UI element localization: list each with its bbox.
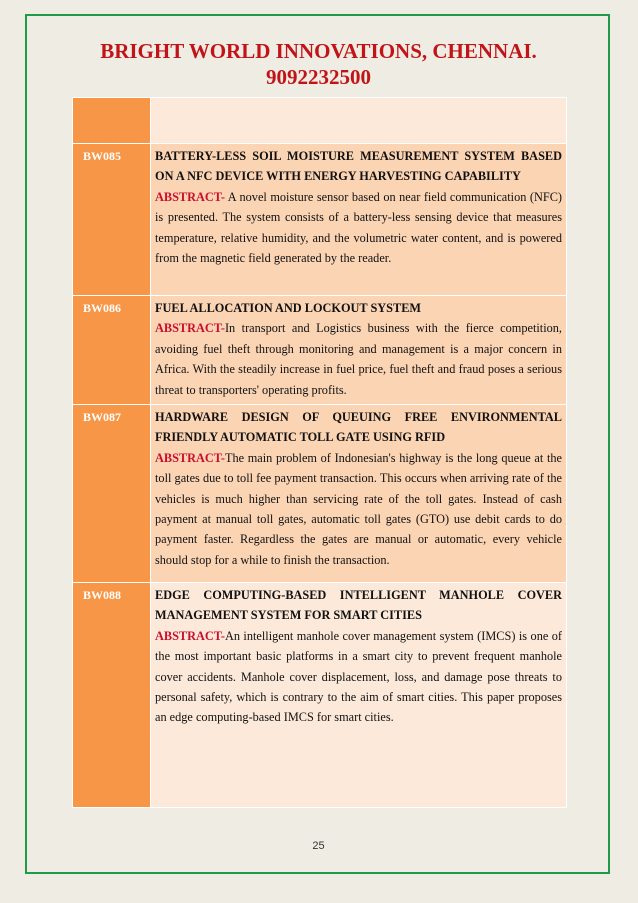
abstract-label: ABSTRACT- bbox=[155, 189, 225, 204]
table-row bbox=[73, 405, 567, 583]
project-code: BW088 bbox=[73, 583, 151, 808]
table-row bbox=[73, 296, 567, 405]
header-code-cell bbox=[73, 98, 151, 144]
table-row bbox=[73, 583, 567, 808]
project-title: EDGE COMPUTING-BASED INTELLIGENT MANHOLE COVER MANAGEMENT SYSTEM FOR SMART CITIES bbox=[155, 588, 562, 623]
project-description bbox=[151, 583, 567, 808]
abstract-text: In transport and Logistics business with the fierce competition, avoiding fuel theft through monitoring and management is a major concern in Africa. With the steadily increase in fuel price, fuel theft and fraud poses a serious threat to transporters' operating profits. bbox=[155, 321, 562, 397]
project-description bbox=[151, 405, 567, 583]
project-title: BATTERY-LESS SOIL MOISTURE MEASUREMENT SYSTEM BASED ON A NFC DEVICE WITH ENERGY HARVESTING CAPABILITY bbox=[155, 149, 562, 184]
company-name: BRIGHT WORLD INNOVATIONS, CHENNAI. bbox=[100, 39, 537, 63]
abstract-text: The main problem of Indonesian's highway is the long queue at the toll gates due to toll fee payment transaction. This occurs when arriving rate of the vehicles is much higher than servicing rate of the toll gates. Instead of cash payment at manual toll gates, automatic toll gates (GTO) use debit cards to do payment faster. Regardless the gates are manual or automatic, every vehicle should stop for a while to finish the transaction. bbox=[155, 450, 562, 567]
project-title: HARDWARE DESIGN OF QUEUING FREE ENVIRONMENTAL FRIENDLY AUTOMATIC TOLL GATE USING RFID bbox=[155, 410, 562, 445]
project-code: BW086 bbox=[73, 296, 151, 405]
project-description bbox=[151, 144, 567, 296]
project-description bbox=[151, 296, 567, 405]
project-title: FUEL ALLOCATION AND LOCKOUT SYSTEM bbox=[155, 301, 422, 315]
abstract-label: ABSTRACT- bbox=[155, 321, 225, 336]
page-number: 25 bbox=[312, 840, 325, 852]
table-header-row bbox=[73, 98, 567, 144]
header-desc-cell bbox=[151, 98, 567, 144]
project-code: BW087 bbox=[73, 405, 151, 583]
abstract-text: An intelligent manhole cover management system (IMCS) is one of the most important basic platforms in a smart city to prevent frequent manhole cover accidents. Manhole cover displacement, loss, and damage pose threats to personal safety, which is contrary to the aim of smart cities. This paper proposes an edge computing-based IMCS for smart cities. bbox=[155, 628, 562, 725]
project-table bbox=[72, 97, 567, 808]
table-row bbox=[73, 144, 567, 296]
abstract-label: ABSTRACT- bbox=[155, 450, 225, 465]
abstract-text: A novel moisture sensor based on near field communication (NFC) is presented. The system consists of a battery-less sensing device that measures temperature, relative humidity, and the volumetric water content, and is powered from the magnetic field generated by the reader. bbox=[155, 189, 562, 266]
document-header bbox=[27, 38, 610, 90]
company-phone: 9092232500 bbox=[266, 65, 371, 89]
abstract-label: ABSTRACT- bbox=[155, 628, 225, 643]
project-code: BW085 bbox=[73, 144, 151, 296]
